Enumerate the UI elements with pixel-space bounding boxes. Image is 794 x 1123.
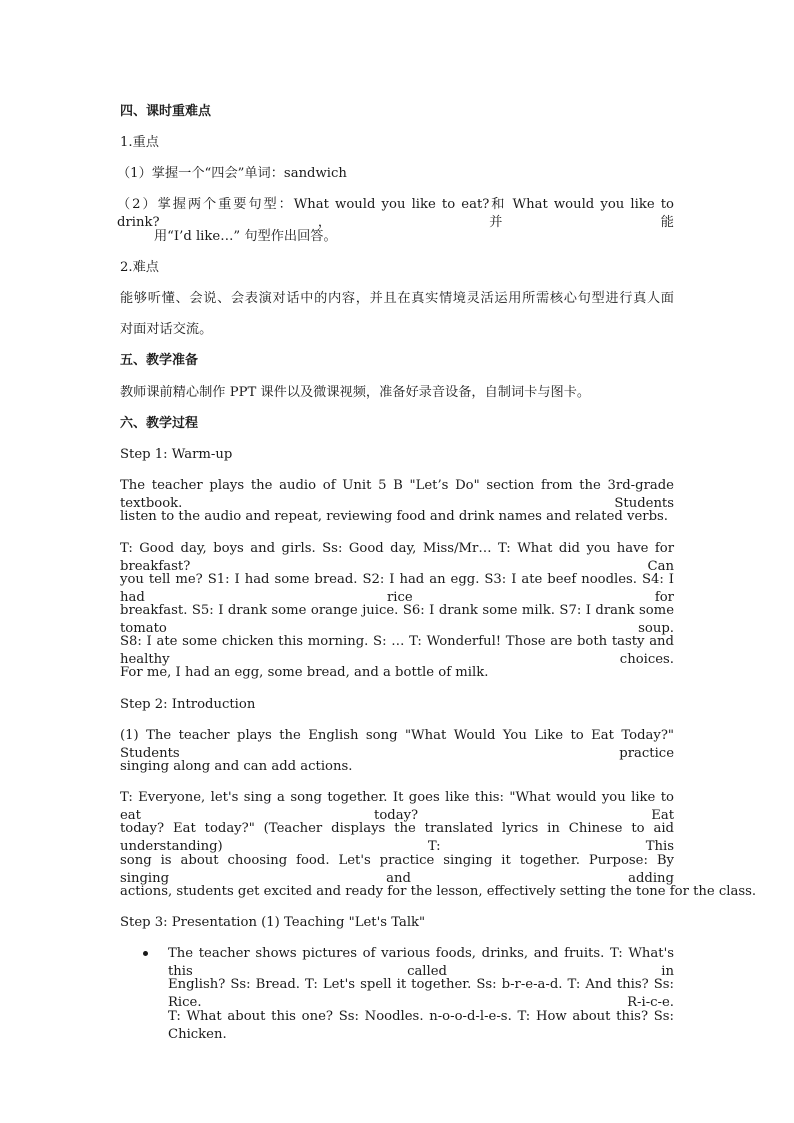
- step2-title: Step 2: Introduction: [120, 697, 256, 712]
- step3-bullet-line2: English? Ss: Bread. T: Let's spell it together. Ss: b-r-e-a-d. T: And this? Ss: Rice. R-i-c-e.: [168, 977, 674, 1010]
- difficulty-line-2: 对面对话交流。: [120, 322, 213, 337]
- bullet-dot-icon: [143, 945, 151, 953]
- step1-paragraph2-line4: S8: I ate some chicken this morning. S: … T: Wonderful! Those are both tasty and healthy choices.: [120, 634, 674, 667]
- section-heading-process: 六、教学过程: [120, 416, 199, 431]
- step3-title: Step 3: Presentation (1) Teaching "Let's Talk": [120, 915, 426, 930]
- difficulty-line-1: 能够听懂、会说、会表演对话中的内容，并且在真实情境灵活运用所需核心句型进行真人面: [120, 291, 674, 306]
- step1-paragraph1-line2: listen to the audio and repeat, reviewing food and drink names and related verbs.: [120, 509, 668, 524]
- step1-paragraph2-line3: breakfast. S5: I drank some orange juice. S6: I drank some milk. S7: I drank some tomato soup.: [120, 603, 674, 636]
- step1-paragraph2-line5: For me, I had an egg, some bread, and a bottle of milk.: [120, 665, 489, 680]
- step1-paragraph2-line2: you tell me? S1: I had some bread. S2: I had an egg. S3: I ate beef noodles. S4: I had rice for: [120, 572, 674, 605]
- difficulty-label: 2.难点: [120, 260, 159, 275]
- focus-item-1: （1）掌握一个“四会”单词：sandwich: [117, 166, 347, 181]
- preparation-text: 教师课前精心制作 PPT 课件以及微课视频，准备好录音设备，自制词卡与图卡。: [120, 385, 591, 400]
- step2-paragraph2-line1: T: Everyone, let's sing a song together. It goes like this: "What would you like to eat today? Eat: [120, 790, 674, 823]
- step2-paragraph2-line2: today? Eat today?" (Teacher displays the translated lyrics in Chinese to aid understanding) T: This: [120, 821, 674, 854]
- step3-bullet-line3: T: What about this one? Ss: Noodles. n-o-o-d-l-e-s. T: How about this? Ss: Chicken.: [168, 1009, 674, 1042]
- step1-paragraph2-line1: T: Good day, boys and girls. Ss: Good day, Miss/Mr… T: What did you have for breakfast? Can: [120, 541, 674, 574]
- step3-bullet-line1: The teacher shows pictures of various foods, drinks, and fruits. T: What's this called in: [168, 946, 674, 979]
- step2-paragraph2-line4: actions, students get excited and ready for the lesson, effectively setting the tone for the class.: [120, 884, 757, 899]
- focus-label: 1.重点: [120, 135, 159, 150]
- step2-paragraph1-line1: (1) The teacher plays the English song "What Would You Like to Eat Today?" Students practice: [120, 728, 674, 761]
- focus-item-2-line-1: （2）掌握两个重要句型：What would you like to eat?和 What would you like to drink?，并能: [117, 197, 674, 230]
- step2-paragraph1-line2: singing along and can add actions.: [120, 759, 353, 774]
- focus-item-2-line-2: 用“I’d like…” 句型作出回答。: [154, 229, 337, 244]
- step1-title: Step 1: Warm-up: [120, 447, 233, 462]
- step2-paragraph2-line3: song is about choosing food. Let's practice singing it together. Purpose: By singing and adding: [120, 853, 674, 886]
- step1-paragraph1-line1: The teacher plays the audio of Unit 5 B "Let’s Do" section from the 3rd-grade textbook. Students: [120, 478, 674, 511]
- section-heading-difficulty: 四、课时重难点: [120, 104, 212, 119]
- section-heading-preparation: 五、教学准备: [120, 353, 199, 368]
